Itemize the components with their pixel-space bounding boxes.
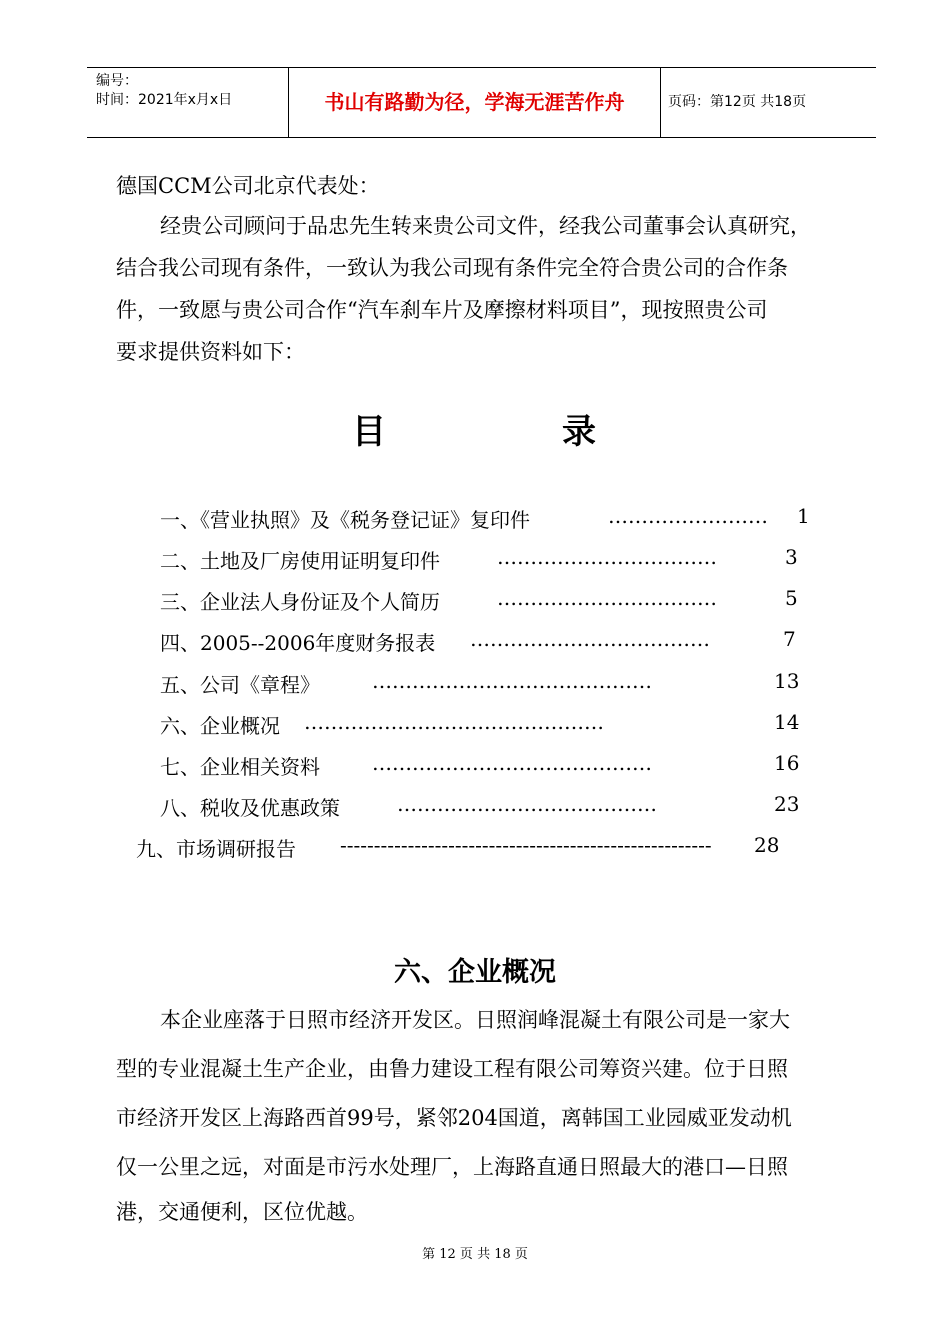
- toc-item-leader: ………………………………: [470, 627, 710, 651]
- toc-item-label: 八、税收及优惠政策: [160, 796, 340, 820]
- toc-item-leader: ……………………………: [497, 545, 717, 569]
- letter-line: 经贵公司顾问于品忠先生转来贵公司文件，经我公司董事会认真研究，: [160, 214, 811, 238]
- toc-item-page: 28: [754, 833, 780, 857]
- toc-item-leader: ………………………………………: [304, 710, 604, 734]
- header-page-info: 页码：第12页 共18页: [668, 94, 807, 110]
- section-line: 本企业座落于日照市经济开发区。日照润峰混凝土有限公司是一家大: [160, 1008, 790, 1032]
- section-line: 型的专业混凝土生产企业，由鲁力建设工程有限公司筹资兴建。位于日照: [116, 1057, 788, 1081]
- section-line: 市经济开发区上海路西首99号，紧邻204国道，离韩国工业园威亚发动机: [116, 1106, 792, 1130]
- toc-item-label: 五、公司《章程》: [160, 673, 320, 697]
- toc-item-leader: ……………………………………: [372, 751, 652, 775]
- toc-item-page: 13: [774, 669, 800, 693]
- toc-item-page: 3: [785, 545, 798, 569]
- toc-item-label: 九、市场调研报告: [136, 837, 296, 861]
- toc-item-leader: ……………………: [608, 504, 768, 528]
- toc-item-page: 14: [774, 710, 800, 734]
- document-date-label: 时间：2021年x月x日: [96, 92, 233, 108]
- toc-item-leader: …………………………………: [397, 792, 657, 816]
- toc-item-page: 23: [774, 792, 800, 816]
- toc-item-page: 1: [797, 504, 810, 528]
- section-title: 六、企业概况: [394, 957, 556, 988]
- section-line: 仅一公里之远，对面是市污水处理厂，上海路直通日照最大的港口—日照: [116, 1155, 788, 1179]
- toc-item-leader: ……………………………: [497, 586, 717, 610]
- letter-line: 要求提供资料如下：: [116, 340, 305, 364]
- page-header: [87, 67, 876, 138]
- toc-item-label: 一、《营业执照》及《税务登记证》复印件: [160, 508, 530, 532]
- letter-line: 结合我公司现有条件，一致认为我公司现有条件完全符合贵公司的合作条: [116, 256, 788, 280]
- letter-salutation: 德国CCM公司北京代表处：: [116, 174, 380, 198]
- toc-item-label: 七、企业相关资料: [160, 755, 320, 779]
- toc-item-label: 二、土地及厂房使用证明复印件: [160, 549, 440, 573]
- toc-item-label: 四、2005--2006年度财务报表: [160, 631, 436, 655]
- header-meta: [87, 68, 288, 137]
- document-number-label: 编号：: [96, 73, 138, 89]
- toc-item-label: 三、企业法人身份证及个人简历: [160, 590, 440, 614]
- letter-line: 件，一致愿与贵公司合作“汽车刹车片及摩擦材料项目”，现按照贵公司: [116, 298, 768, 322]
- section-line: 港，交通便利，区位优越。: [116, 1200, 368, 1224]
- toc-item-leader: ……………………………………: [372, 669, 652, 693]
- page-footer: 第 12 页 共 18 页: [422, 1247, 528, 1262]
- toc-title-left: 目: [352, 412, 386, 452]
- header-motto: 书山有路勤为径，学海无涯苦作舟: [288, 68, 661, 137]
- toc-title-right: 录: [562, 412, 596, 452]
- toc-item-page: 16: [774, 751, 800, 775]
- toc-item-page: 7: [783, 627, 796, 651]
- toc-item-label: 六、企业概况: [160, 714, 280, 738]
- toc-item-leader: -------------------------------------------------------: [340, 833, 712, 857]
- toc-item-page: 5: [785, 586, 798, 610]
